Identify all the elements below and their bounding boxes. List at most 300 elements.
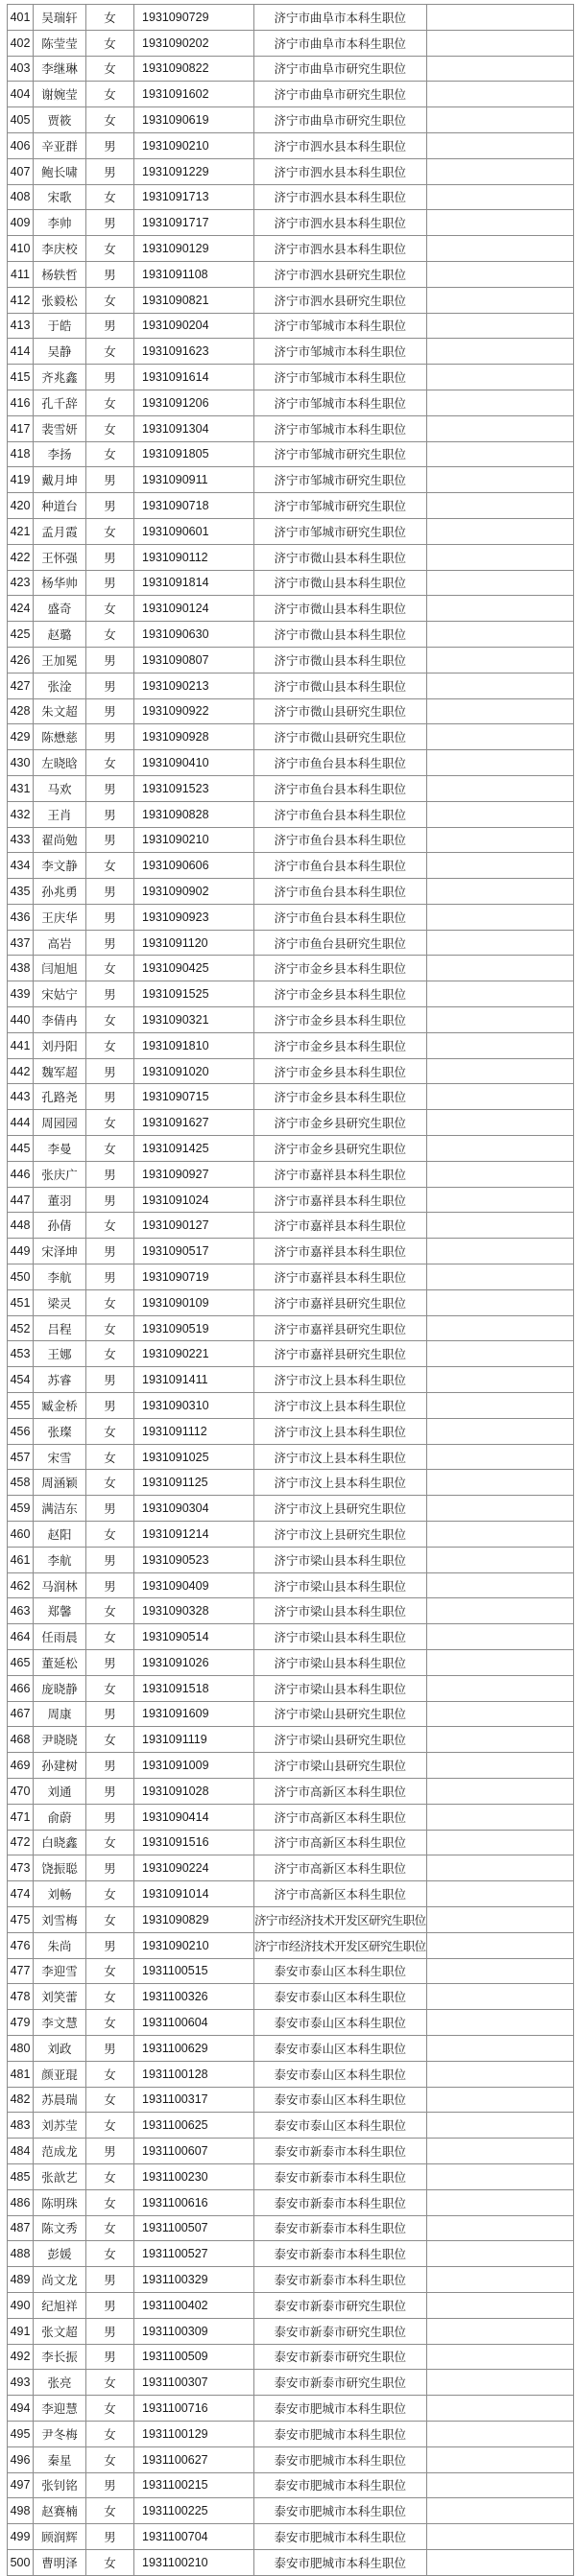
table-row xyxy=(8,1906,574,1932)
empty-cell xyxy=(426,1187,573,1213)
job-position: 济宁市嘉祥县本科生职位 xyxy=(254,1213,427,1239)
job-position: 济宁市微山县本科生职位 xyxy=(254,570,427,596)
job-position: 济宁市微山县本科生职位 xyxy=(254,544,427,570)
job-position: 济宁市金乡县本科生职位 xyxy=(254,981,427,1007)
job-position: 济宁市鱼台县本科生职位 xyxy=(254,879,427,905)
candidate-name: 刘苏莹 xyxy=(34,2113,86,2139)
candidate-name: 孙兆勇 xyxy=(34,879,86,905)
table-row xyxy=(8,2061,574,2087)
empty-cell xyxy=(426,1315,573,1341)
empty-cell xyxy=(426,647,573,673)
row-number: 422 xyxy=(8,544,34,570)
empty-cell xyxy=(426,493,573,519)
row-number: 440 xyxy=(8,1007,34,1033)
empty-cell xyxy=(426,1727,573,1753)
exam-ticket-number: 1931091119 xyxy=(134,1727,254,1753)
table-row xyxy=(8,2292,574,2318)
exam-ticket-number: 1931100210 xyxy=(134,2549,254,2575)
candidate-gender: 女 xyxy=(86,415,134,441)
table-row xyxy=(8,2189,574,2215)
table-row xyxy=(8,1289,574,1315)
table-row xyxy=(8,1881,574,1907)
candidate-name: 李庆校 xyxy=(34,236,86,262)
row-number: 453 xyxy=(8,1341,34,1367)
row-number: 415 xyxy=(8,365,34,390)
table-row xyxy=(8,2370,574,2396)
row-number: 471 xyxy=(8,1804,34,1830)
empty-cell xyxy=(426,2498,573,2524)
exam-ticket-number: 1931090210 xyxy=(134,132,254,158)
table-row xyxy=(8,441,574,467)
empty-cell xyxy=(426,184,573,210)
row-number: 468 xyxy=(8,1727,34,1753)
table-row xyxy=(8,107,574,133)
table-row xyxy=(8,1650,574,1676)
job-position: 济宁市鱼台县本科生职位 xyxy=(254,750,427,776)
row-number: 455 xyxy=(8,1393,34,1419)
candidate-gender: 男 xyxy=(86,210,134,236)
row-number: 465 xyxy=(8,1650,34,1676)
candidate-name: 于皓 xyxy=(34,313,86,339)
candidate-name: 宋歌 xyxy=(34,184,86,210)
row-number: 446 xyxy=(8,1161,34,1187)
candidate-name: 周涵颖 xyxy=(34,1470,86,1496)
empty-cell xyxy=(426,673,573,698)
candidate-name: 杨华帅 xyxy=(34,570,86,596)
candidate-name: 李曼 xyxy=(34,1136,86,1162)
job-position: 济宁市鱼台县本科生职位 xyxy=(254,827,427,853)
candidate-name: 秦星 xyxy=(34,2446,86,2472)
row-number: 442 xyxy=(8,1058,34,1084)
empty-cell xyxy=(426,467,573,493)
table-row xyxy=(8,2344,574,2370)
candidate-gender: 男 xyxy=(86,365,134,390)
candidate-gender: 女 xyxy=(86,1007,134,1033)
table-row xyxy=(8,1753,574,1779)
roster-table xyxy=(7,4,574,2576)
candidate-gender: 女 xyxy=(86,2215,134,2241)
empty-cell xyxy=(426,2189,573,2215)
table-row xyxy=(8,1007,574,1033)
candidate-gender: 女 xyxy=(86,2498,134,2524)
exam-ticket-number: 1931100625 xyxy=(134,2113,254,2139)
candidate-name: 翟尚勉 xyxy=(34,827,86,853)
empty-cell xyxy=(426,801,573,827)
candidate-name: 张璨 xyxy=(34,1418,86,1444)
job-position: 济宁市梁山县研究生职位 xyxy=(254,1701,427,1727)
empty-cell xyxy=(426,158,573,184)
exam-ticket-number: 1931100129 xyxy=(134,2421,254,2446)
row-number: 463 xyxy=(8,1598,34,1624)
table-row xyxy=(8,2446,574,2472)
empty-cell xyxy=(426,1289,573,1315)
job-position: 泰安市泰山区本科生职位 xyxy=(254,1984,427,2010)
candidate-gender: 男 xyxy=(86,724,134,750)
row-number: 487 xyxy=(8,2215,34,2241)
empty-cell xyxy=(426,210,573,236)
candidate-name: 宋泽坤 xyxy=(34,1239,86,1264)
job-position: 济宁市微山县本科生职位 xyxy=(254,647,427,673)
job-position: 济宁市梁山县本科生职位 xyxy=(254,1598,427,1624)
row-number: 410 xyxy=(8,236,34,262)
job-position: 泰安市泰山区本科生职位 xyxy=(254,2113,427,2139)
candidate-gender: 男 xyxy=(86,1650,134,1676)
candidate-name: 左晓晗 xyxy=(34,750,86,776)
empty-cell xyxy=(426,2163,573,2189)
table-row xyxy=(8,82,574,107)
row-number: 430 xyxy=(8,750,34,776)
candidate-name: 宋雪 xyxy=(34,1444,86,1470)
exam-ticket-number: 1931100716 xyxy=(134,2396,254,2422)
roster-body xyxy=(8,5,574,2576)
candidate-name: 刘畅 xyxy=(34,1881,86,1907)
candidate-name: 彭媛 xyxy=(34,2241,86,2267)
exam-ticket-number: 1931090310 xyxy=(134,1393,254,1419)
row-number: 401 xyxy=(8,5,34,31)
row-number: 439 xyxy=(8,981,34,1007)
job-position: 济宁市汶上县本科生职位 xyxy=(254,1470,427,1496)
job-position: 济宁市梁山县本科生职位 xyxy=(254,1624,427,1650)
row-number: 432 xyxy=(8,801,34,827)
row-number: 478 xyxy=(8,1984,34,2010)
candidate-name: 张钊铭 xyxy=(34,2472,86,2498)
table-row xyxy=(8,261,574,287)
table-row xyxy=(8,1444,574,1470)
empty-cell xyxy=(426,1572,573,1598)
empty-cell xyxy=(426,2292,573,2318)
candidate-name: 张歆艺 xyxy=(34,2163,86,2189)
empty-cell xyxy=(426,827,573,853)
job-position: 济宁市金乡县本科生职位 xyxy=(254,1032,427,1058)
candidate-name: 陈莹莹 xyxy=(34,30,86,56)
exam-ticket-number: 1931090729 xyxy=(134,5,254,31)
table-row xyxy=(8,673,574,698)
candidate-gender: 女 xyxy=(86,1341,134,1367)
table-row xyxy=(8,827,574,853)
row-number: 484 xyxy=(8,2139,34,2164)
exam-ticket-number: 1931090715 xyxy=(134,1084,254,1110)
empty-cell xyxy=(426,5,573,31)
row-number: 493 xyxy=(8,2370,34,2396)
row-number: 486 xyxy=(8,2189,34,2215)
candidate-gender: 男 xyxy=(86,981,134,1007)
row-number: 443 xyxy=(8,1084,34,1110)
empty-cell xyxy=(426,1650,573,1676)
row-number: 482 xyxy=(8,2087,34,2113)
job-position: 济宁市高新区本科生职位 xyxy=(254,1881,427,1907)
empty-cell xyxy=(426,1496,573,1522)
empty-cell xyxy=(426,1522,573,1548)
job-position: 济宁市曲阜市研究生职位 xyxy=(254,107,427,133)
exam-ticket-number: 1931090928 xyxy=(134,724,254,750)
exam-ticket-number: 1931090210 xyxy=(134,827,254,853)
table-row xyxy=(8,493,574,519)
row-number: 444 xyxy=(8,1110,34,1136)
job-position: 泰安市肥城市本科生职位 xyxy=(254,2472,427,2498)
job-position: 泰安市肥城市本科生职位 xyxy=(254,2498,427,2524)
job-position: 济宁市邹城市研究生职位 xyxy=(254,467,427,493)
exam-ticket-number: 1931090204 xyxy=(134,313,254,339)
job-position: 泰安市肥城市本科生职位 xyxy=(254,2446,427,2472)
job-position: 济宁市汶上县研究生职位 xyxy=(254,1496,427,1522)
job-position: 济宁市汶上县本科生职位 xyxy=(254,1418,427,1444)
table-row xyxy=(8,1470,574,1496)
job-position: 济宁市嘉祥县研究生职位 xyxy=(254,1289,427,1315)
candidate-gender: 女 xyxy=(86,1110,134,1136)
exam-ticket-number: 1931090922 xyxy=(134,698,254,724)
candidate-gender: 女 xyxy=(86,853,134,879)
candidate-gender: 女 xyxy=(86,82,134,107)
job-position: 济宁市鱼台县本科生职位 xyxy=(254,904,427,930)
table-row xyxy=(8,518,574,544)
candidate-gender: 女 xyxy=(86,596,134,622)
row-number: 419 xyxy=(8,467,34,493)
candidate-gender: 女 xyxy=(86,1881,134,1907)
empty-cell xyxy=(426,2267,573,2293)
exam-ticket-number: 1931090927 xyxy=(134,1161,254,1187)
candidate-gender: 男 xyxy=(86,1496,134,1522)
table-row xyxy=(8,2113,574,2139)
candidate-name: 王娜 xyxy=(34,1341,86,1367)
exam-ticket-number: 1931091214 xyxy=(134,1522,254,1548)
table-row xyxy=(8,981,574,1007)
candidate-name: 鲍长啸 xyxy=(34,158,86,184)
row-number: 473 xyxy=(8,1855,34,1881)
row-number: 412 xyxy=(8,287,34,313)
table-row xyxy=(8,1032,574,1058)
exam-ticket-number: 1931091024 xyxy=(134,1187,254,1213)
job-position: 济宁市邹城市本科生职位 xyxy=(254,339,427,365)
empty-cell xyxy=(426,981,573,1007)
job-position: 济宁市泗水县本科生职位 xyxy=(254,132,427,158)
row-number: 417 xyxy=(8,415,34,441)
empty-cell xyxy=(426,775,573,801)
candidate-name: 顾润辉 xyxy=(34,2524,86,2550)
candidate-gender: 女 xyxy=(86,1906,134,1932)
candidate-name: 孔千辞 xyxy=(34,390,86,415)
exam-ticket-number: 1931100607 xyxy=(134,2139,254,2164)
job-position: 济宁市曲阜市本科生职位 xyxy=(254,5,427,31)
candidate-name: 纪旭祥 xyxy=(34,2292,86,2318)
empty-cell xyxy=(426,56,573,82)
candidate-gender: 男 xyxy=(86,698,134,724)
table-row xyxy=(8,622,574,648)
job-position: 济宁市鱼台县研究生职位 xyxy=(254,930,427,956)
table-row xyxy=(8,313,574,339)
candidate-name: 刘笑蕾 xyxy=(34,1984,86,2010)
candidate-name: 郑馨 xyxy=(34,1598,86,1624)
empty-cell xyxy=(426,1906,573,1932)
candidate-name: 刘通 xyxy=(34,1778,86,1804)
candidate-name: 闫旭旭 xyxy=(34,956,86,981)
exam-ticket-number: 1931100604 xyxy=(134,2010,254,2036)
empty-cell xyxy=(426,2318,573,2344)
candidate-name: 白晓鑫 xyxy=(34,1830,86,1855)
table-row xyxy=(8,2010,574,2036)
job-position: 济宁市梁山县研究生职位 xyxy=(254,1753,427,1779)
job-position: 济宁市微山县本科生职位 xyxy=(254,673,427,698)
empty-cell xyxy=(426,2241,573,2267)
candidate-gender: 女 xyxy=(86,2061,134,2087)
exam-ticket-number: 1931091229 xyxy=(134,158,254,184)
table-row xyxy=(8,1110,574,1136)
candidate-gender: 男 xyxy=(86,158,134,184)
exam-ticket-number: 1931090601 xyxy=(134,518,254,544)
table-row xyxy=(8,2318,574,2344)
job-position: 泰安市新泰市研究生职位 xyxy=(254,2318,427,2344)
job-position: 济宁市高新区本科生职位 xyxy=(254,1778,427,1804)
row-number: 452 xyxy=(8,1315,34,1341)
job-position: 济宁市金乡县研究生职位 xyxy=(254,1136,427,1162)
table-row xyxy=(8,2549,574,2575)
table-row xyxy=(8,5,574,31)
exam-ticket-number: 1931090606 xyxy=(134,853,254,879)
candidate-gender: 女 xyxy=(86,1958,134,1984)
exam-ticket-number: 1931091623 xyxy=(134,339,254,365)
row-number: 428 xyxy=(8,698,34,724)
job-position: 济宁市邹城市本科生职位 xyxy=(254,390,427,415)
table-row xyxy=(8,698,574,724)
candidate-name: 俞蔚 xyxy=(34,1804,86,1830)
row-number: 457 xyxy=(8,1444,34,1470)
candidate-gender: 女 xyxy=(86,1213,134,1239)
row-number: 451 xyxy=(8,1289,34,1315)
job-position: 泰安市泰山区本科生职位 xyxy=(254,2035,427,2061)
empty-cell xyxy=(426,544,573,570)
candidate-gender: 女 xyxy=(86,2241,134,2267)
exam-ticket-number: 1931091518 xyxy=(134,1675,254,1701)
job-position: 济宁市曲阜市研究生职位 xyxy=(254,56,427,82)
candidate-name: 李航 xyxy=(34,1264,86,1290)
job-position: 济宁市微山县研究生职位 xyxy=(254,724,427,750)
candidate-gender: 男 xyxy=(86,1264,134,1290)
candidate-name: 孙倩 xyxy=(34,1213,86,1239)
empty-cell xyxy=(426,1701,573,1727)
candidate-gender: 男 xyxy=(86,827,134,853)
job-position: 济宁市邹城市研究生职位 xyxy=(254,518,427,544)
empty-cell xyxy=(426,1804,573,1830)
table-row xyxy=(8,1136,574,1162)
empty-cell xyxy=(426,339,573,365)
exam-ticket-number: 1931091516 xyxy=(134,1830,254,1855)
table-row xyxy=(8,750,574,776)
table-row xyxy=(8,1496,574,1522)
exam-ticket-number: 1931090519 xyxy=(134,1315,254,1341)
exam-ticket-number: 1931100128 xyxy=(134,2061,254,2087)
candidate-name: 陈文秀 xyxy=(34,2215,86,2241)
candidate-gender: 男 xyxy=(86,801,134,827)
exam-ticket-number: 1931090923 xyxy=(134,904,254,930)
candidate-name: 满洁东 xyxy=(34,1496,86,1522)
exam-ticket-number: 1931090517 xyxy=(134,1239,254,1264)
job-position: 济宁市曲阜市研究生职位 xyxy=(254,82,427,107)
row-number: 475 xyxy=(8,1906,34,1932)
row-number: 483 xyxy=(8,2113,34,2139)
job-position: 泰安市肥城市本科生职位 xyxy=(254,2524,427,2550)
empty-cell xyxy=(426,2087,573,2113)
empty-cell xyxy=(426,2446,573,2472)
empty-cell xyxy=(426,1161,573,1187)
candidate-gender: 男 xyxy=(86,1084,134,1110)
empty-cell xyxy=(426,2472,573,2498)
exam-ticket-number: 1931091304 xyxy=(134,415,254,441)
candidate-name: 张毅松 xyxy=(34,287,86,313)
exam-ticket-number: 1931091810 xyxy=(134,1032,254,1058)
table-row xyxy=(8,647,574,673)
candidate-name: 马欢 xyxy=(34,775,86,801)
row-number: 492 xyxy=(8,2344,34,2370)
exam-ticket-number: 1931090718 xyxy=(134,493,254,519)
table-row xyxy=(8,2396,574,2422)
table-row xyxy=(8,1855,574,1881)
exam-ticket-number: 1931100509 xyxy=(134,2344,254,2370)
row-number: 408 xyxy=(8,184,34,210)
candidate-gender: 男 xyxy=(86,261,134,287)
exam-ticket-number: 1931090619 xyxy=(134,107,254,133)
empty-cell xyxy=(426,1624,573,1650)
candidate-name: 任雨晨 xyxy=(34,1624,86,1650)
candidate-name: 李迎慧 xyxy=(34,2396,86,2422)
row-number: 409 xyxy=(8,210,34,236)
table-row xyxy=(8,236,574,262)
candidate-name: 朱文超 xyxy=(34,698,86,724)
candidate-name: 颜亚琨 xyxy=(34,2061,86,2087)
candidate-gender: 男 xyxy=(86,1058,134,1084)
empty-cell xyxy=(426,1393,573,1419)
row-number: 467 xyxy=(8,1701,34,1727)
table-row xyxy=(8,956,574,981)
row-number: 462 xyxy=(8,1572,34,1598)
row-number: 418 xyxy=(8,441,34,467)
row-number: 434 xyxy=(8,853,34,879)
row-number: 436 xyxy=(8,904,34,930)
exam-ticket-number: 1931090410 xyxy=(134,750,254,776)
row-number: 438 xyxy=(8,956,34,981)
row-number: 407 xyxy=(8,158,34,184)
candidate-name: 李航 xyxy=(34,1547,86,1572)
table-row xyxy=(8,596,574,622)
exam-ticket-number: 1931091028 xyxy=(134,1778,254,1804)
candidate-gender: 女 xyxy=(86,1830,134,1855)
table-row xyxy=(8,1084,574,1110)
exam-ticket-number: 1931090112 xyxy=(134,544,254,570)
empty-cell xyxy=(426,1110,573,1136)
job-position: 济宁市泗水县本科生职位 xyxy=(254,184,427,210)
table-row xyxy=(8,390,574,415)
exam-ticket-number: 1931090821 xyxy=(134,287,254,313)
candidate-name: 庞晓静 xyxy=(34,1675,86,1701)
candidate-gender: 女 xyxy=(86,956,134,981)
exam-ticket-number: 1931090630 xyxy=(134,622,254,648)
empty-cell xyxy=(426,261,573,287)
table-row xyxy=(8,930,574,956)
exam-ticket-number: 1931090829 xyxy=(134,1906,254,1932)
exam-ticket-number: 1931091014 xyxy=(134,1881,254,1907)
candidate-gender: 女 xyxy=(86,2189,134,2215)
table-row xyxy=(8,132,574,158)
empty-cell xyxy=(426,1932,573,1958)
candidate-gender: 女 xyxy=(86,287,134,313)
candidate-name: 李文静 xyxy=(34,853,86,879)
exam-ticket-number: 1931091814 xyxy=(134,570,254,596)
job-position: 泰安市肥城市本科生职位 xyxy=(254,2396,427,2422)
candidate-gender: 男 xyxy=(86,493,134,519)
job-position: 泰安市新泰市本科生职位 xyxy=(254,2189,427,2215)
candidate-gender: 女 xyxy=(86,5,134,31)
empty-cell xyxy=(426,2113,573,2139)
empty-cell xyxy=(426,1753,573,1779)
candidate-gender: 女 xyxy=(86,2370,134,2396)
